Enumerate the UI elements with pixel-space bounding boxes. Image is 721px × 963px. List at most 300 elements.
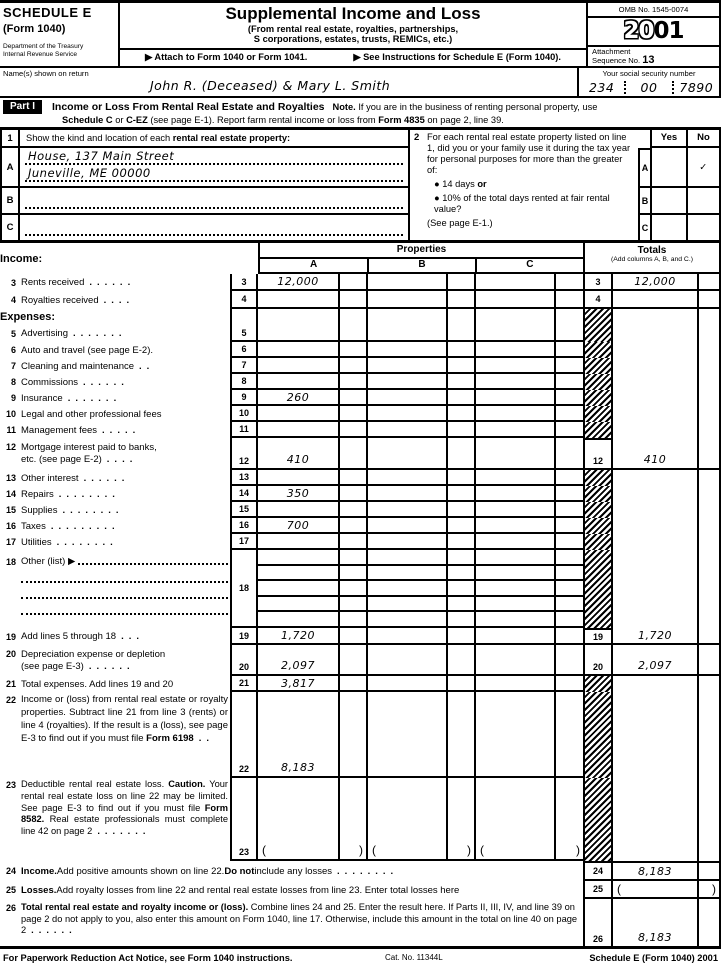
line3-c-cents[interactable]: [554, 274, 583, 291]
line15-b-value[interactable]: [366, 502, 446, 518]
line17-b-cents[interactable]: [446, 534, 474, 550]
line15-label: Supplies: [21, 504, 58, 516]
line18-r4-bc[interactable]: [446, 597, 474, 611]
ssn-value[interactable]: [579, 78, 719, 96]
line17-c-cents[interactable]: [554, 534, 583, 550]
line23-dots: .......: [97, 826, 151, 837]
line11-total-open: [613, 422, 697, 438]
ssn-group-2[interactable]: 00: [640, 79, 658, 95]
line23-a-value[interactable]: (: [258, 778, 338, 861]
line6-c-cents[interactable]: [554, 342, 583, 358]
line17-c-value[interactable]: [474, 534, 554, 550]
line25-total-value[interactable]: (: [613, 881, 697, 899]
line18-r5-cc[interactable]: [554, 612, 583, 626]
line18-r3-b[interactable]: [366, 581, 446, 595]
line18-r2-bc[interactable]: [446, 566, 474, 580]
property-a-line1[interactable]: House, 137 Main Street: [25, 148, 403, 165]
line26-total-num: 26: [583, 899, 613, 946]
line19-a-cents[interactable]: [338, 628, 366, 645]
line2-number: 2: [414, 132, 420, 143]
line21-a-value[interactable]: 3,817: [258, 676, 338, 692]
line9-total-cents-open: [697, 390, 721, 406]
line19-b-value[interactable]: [366, 628, 446, 645]
line3-rownum: 3: [230, 274, 258, 291]
line5-label: Advertising: [21, 328, 68, 339]
line16-c-cents[interactable]: [554, 518, 583, 534]
line18-r5-b[interactable]: [366, 612, 446, 626]
line4-a-value[interactable]: [258, 291, 338, 309]
line23-c-cents[interactable]: ): [554, 778, 583, 861]
line16-a-cents[interactable]: [338, 518, 366, 534]
line17-b-value[interactable]: [366, 534, 446, 550]
part1-header: [0, 98, 721, 130]
line22-dots: ..: [198, 733, 214, 744]
line21-c-cents[interactable]: [554, 676, 583, 692]
line22-total-cents-open: [697, 692, 721, 778]
line7-b-cents[interactable]: [446, 358, 474, 374]
line22-c-value[interactable]: [474, 692, 554, 778]
line12-a-value[interactable]: 410: [258, 438, 338, 470]
line22-label: Income or (loss) from rental real estate or royalty properties. Subtract line 21 from line 3 (rents) or line 4 (royalties). If the result is a (loss), see page E-3 to find out if you must file: [21, 694, 228, 744]
line20-c-value[interactable]: [474, 645, 554, 676]
line4-total-cents[interactable]: [697, 291, 721, 309]
line2-box: [410, 130, 638, 240]
line3-b-value[interactable]: [366, 274, 446, 291]
line7-b-value[interactable]: [366, 358, 446, 374]
line7-c-cents[interactable]: [554, 358, 583, 374]
line20-c-cents[interactable]: [554, 645, 583, 676]
property-a-line2[interactable]: Juneville, ME 00000: [25, 165, 403, 182]
line21-b-value[interactable]: [366, 676, 446, 692]
line21-row: [0, 676, 721, 692]
line13-a-value[interactable]: [258, 470, 338, 486]
line20-b-value[interactable]: [366, 645, 446, 676]
line4-row: [0, 291, 721, 309]
line14-c-cents[interactable]: [554, 486, 583, 502]
line6-label: Auto and travel (see page E-2).: [21, 344, 154, 356]
line11-b-cents[interactable]: [446, 422, 474, 438]
line10-label: Legal and other professional fees: [21, 408, 162, 420]
property-a-row: [2, 148, 408, 188]
line12-total-value[interactable]: 410: [613, 438, 697, 470]
part1-title: Income or Loss From Rental Real Estate and Royalties: [52, 101, 325, 113]
line18-r1-c[interactable]: [474, 550, 554, 564]
line11-rownum: 11: [230, 422, 258, 438]
ssn-group-1[interactable]: 234: [588, 79, 615, 95]
line12-label: Mortgage interest paid to banks,: [21, 442, 157, 453]
line11-a-value[interactable]: [258, 422, 338, 438]
line20-a-cents[interactable]: [338, 645, 366, 676]
line16-b-value[interactable]: [366, 518, 446, 534]
line19-num: 19: [5, 631, 16, 642]
line11-num: 11: [6, 425, 16, 435]
line7-label: Cleaning and maintenance: [21, 360, 135, 372]
line20-total-value[interactable]: 2,097: [613, 645, 697, 676]
line12-c-cents[interactable]: [554, 438, 583, 470]
line21-c-value[interactable]: [474, 676, 554, 692]
line3-c-value[interactable]: [474, 274, 554, 291]
line15-c-value[interactable]: [474, 502, 554, 518]
line14-desc: [0, 486, 230, 502]
totals-title: Totals: [637, 245, 667, 256]
line18-total-open: [613, 550, 697, 628]
line5-total-open: [613, 309, 697, 342]
line12-c-value[interactable]: [474, 438, 554, 470]
line7-a-value[interactable]: [258, 358, 338, 374]
footer-form-id: Schedule E (Form 1040) 2001: [589, 952, 718, 963]
line9-b-cents[interactable]: [446, 390, 474, 406]
line14-b-cents[interactable]: [446, 486, 474, 502]
line15-a-value[interactable]: [258, 502, 338, 518]
line3-total-num: 3: [583, 274, 613, 291]
property-b-row: [2, 188, 408, 215]
line18-writein-3[interactable]: [21, 583, 228, 599]
line13-rownum: 13: [230, 470, 258, 486]
line19-b-cents[interactable]: [446, 628, 474, 645]
line15-b-cents[interactable]: [446, 502, 474, 518]
line3-label: Rents received: [21, 277, 85, 288]
attach-instructions: [120, 48, 586, 66]
line23-c-value[interactable]: (: [474, 778, 554, 861]
line9-desc: [0, 390, 230, 406]
schedule-label: SCHEDULE E: [3, 5, 92, 20]
line6-c-value[interactable]: [474, 342, 554, 358]
line26-label: Combine lines 24 and 25. Enter the result here. If Parts II, III, IV, and line 39 on page 2 do not apply to you, also enter this amount on Form 1040, line 17. Otherwise, include this amount in the total on line 40 on page 2: [21, 902, 578, 936]
line23-total-open: [613, 778, 697, 861]
line13-a-cents[interactable]: [338, 470, 366, 486]
line5-c-cents[interactable]: [554, 309, 583, 342]
line25-total-cents[interactable]: ): [697, 881, 721, 899]
line23-b-value[interactable]: (: [366, 778, 446, 861]
line23-label-3: Real estate professionals must complete line 42 on page 2: [21, 814, 228, 837]
line20-a-value[interactable]: 2,097: [258, 645, 338, 676]
line20-desc: [0, 645, 230, 676]
row-c-yes-cell[interactable]: [650, 215, 686, 240]
line3-a-value[interactable]: 12,000: [258, 274, 338, 291]
line10-c-cents[interactable]: [554, 406, 583, 422]
line13-dots: ......: [83, 472, 130, 484]
line10-a-cents[interactable]: [338, 406, 366, 422]
line7-a-cents[interactable]: [338, 358, 366, 374]
line16-b-cents[interactable]: [446, 518, 474, 534]
line14-b-value[interactable]: [366, 486, 446, 502]
line13-b-cents[interactable]: [446, 470, 474, 486]
dept-line2: Internal Revenue Service: [3, 50, 78, 58]
line19-total-value[interactable]: 1,720: [613, 628, 697, 645]
line10-totals-hatch: [583, 406, 613, 422]
line8-a-value[interactable]: [258, 374, 338, 390]
line19-c-cents[interactable]: [554, 628, 583, 645]
line8-row: [0, 374, 721, 390]
line8-dots: ......: [83, 376, 129, 388]
column-c-header: C: [475, 259, 583, 272]
row-b-letter: B: [638, 188, 650, 215]
line22-b-value[interactable]: [366, 692, 446, 778]
line22-c-cents[interactable]: [554, 692, 583, 778]
line26-total-value[interactable]: 8,183: [638, 931, 672, 944]
row-a-yes-cell[interactable]: [650, 148, 686, 188]
line9-b-value[interactable]: [366, 390, 446, 406]
line3-total-value[interactable]: 12,000: [613, 274, 697, 291]
line22-b-cents[interactable]: [446, 692, 474, 778]
totals-subtitle: (Add columns A, B, and C.): [611, 256, 693, 263]
line14-c-value[interactable]: [474, 486, 554, 502]
row-b-yes-cell[interactable]: [650, 188, 686, 215]
line17-a-cents[interactable]: [338, 534, 366, 550]
line9-c-value[interactable]: [474, 390, 554, 406]
omb-number: OMB No. 1545-0074: [588, 3, 719, 18]
line10-b-cents[interactable]: [446, 406, 474, 422]
line13-total-open: [613, 470, 697, 486]
line7-totals-hatch: [583, 358, 613, 374]
line12-b-cents[interactable]: [446, 438, 474, 470]
line11-a-cents[interactable]: [338, 422, 366, 438]
yes-no-row-a: [638, 148, 721, 188]
line17-num: 17: [5, 537, 16, 547]
line21-total-open: [613, 676, 697, 692]
line23-row: [0, 778, 721, 861]
row-a-letter: A: [638, 148, 650, 188]
line13-desc: [0, 470, 230, 486]
line8-b-value[interactable]: [366, 374, 446, 390]
line4-a-cents[interactable]: [338, 291, 366, 309]
line18-r3-c[interactable]: [474, 581, 554, 595]
line23-a-cents[interactable]: ): [338, 778, 366, 861]
line3-row: [0, 274, 721, 291]
property-a-letter: A: [2, 148, 20, 186]
line20-dots: ......: [88, 661, 135, 672]
line5-desc: [0, 309, 230, 342]
line5-row: [0, 309, 721, 342]
line12-b-value[interactable]: [366, 438, 446, 470]
line5-a-cents[interactable]: [338, 309, 366, 342]
line26-row: [0, 899, 721, 946]
line18-r2-cc[interactable]: [554, 566, 583, 580]
line18-r5-c[interactable]: [474, 612, 554, 626]
line3-total-cents[interactable]: [697, 274, 721, 291]
line3-a-cents[interactable]: [338, 274, 366, 291]
line21-b-cents[interactable]: [446, 676, 474, 692]
property-b-line1[interactable]: [25, 190, 403, 209]
income-expense-table: [0, 243, 721, 946]
line13-c-cents[interactable]: [554, 470, 583, 486]
property-c-line1[interactable]: [25, 217, 403, 236]
ssn-label: Your social security number: [602, 69, 696, 78]
line11-total-cents-open: [697, 422, 721, 438]
line8-a-cents[interactable]: [338, 374, 366, 390]
line4-total-value[interactable]: [613, 291, 697, 309]
line4-c-value[interactable]: [474, 291, 554, 309]
line7-total-cents-open: [697, 358, 721, 374]
line18-r1-bc[interactable]: [446, 550, 474, 564]
line22-a-value[interactable]: 8,183: [258, 692, 338, 778]
row-a-no-cell[interactable]: [686, 148, 721, 188]
line19-c-value[interactable]: [474, 628, 554, 645]
line18-total-cents-open: [697, 550, 721, 628]
line18-writein-2[interactable]: [21, 567, 228, 583]
line10-b-value[interactable]: [366, 406, 446, 422]
property-section: [0, 130, 721, 243]
line15-a-cents[interactable]: [338, 502, 366, 518]
line18-r4-a[interactable]: [258, 597, 338, 611]
line18-r1-ac[interactable]: [338, 550, 366, 564]
ssn-group-3[interactable]: 7890: [679, 79, 714, 95]
line22-a-cents[interactable]: [338, 692, 366, 778]
line16-num: 16: [5, 521, 16, 531]
line20-label2: (see page E-3): [21, 661, 84, 672]
line12-total-cents[interactable]: [697, 438, 721, 470]
line8-c-cents[interactable]: [554, 374, 583, 390]
no-column-header: No: [686, 130, 721, 148]
line9-a-cents[interactable]: [338, 390, 366, 406]
ssn-field[interactable]: [577, 68, 721, 96]
line17-row: [0, 534, 721, 550]
line7-dots: ..: [139, 360, 155, 372]
line18-r1-a[interactable]: [258, 550, 338, 564]
line4-c-cents[interactable]: [554, 291, 583, 309]
line7-num: 7: [10, 361, 16, 371]
line8-num: 8: [10, 377, 16, 387]
line26-num: 26: [5, 903, 16, 913]
line16-a-value[interactable]: 700: [258, 518, 338, 534]
line17-a-value[interactable]: [258, 534, 338, 550]
line4-b-value[interactable]: [366, 291, 446, 309]
line17-label: Utilities: [21, 536, 52, 548]
line6-b-value[interactable]: [366, 342, 446, 358]
line7-row: [0, 358, 721, 374]
line16-dots: .........: [50, 520, 120, 532]
line18-r1-b[interactable]: [366, 550, 446, 564]
line18-subgrid: [258, 550, 583, 628]
line4-b-cents[interactable]: [446, 291, 474, 309]
line4-total-num: 4: [583, 291, 613, 309]
line8-total-open: [613, 374, 697, 390]
line13-b-value[interactable]: [366, 470, 446, 486]
line18-r4-cc[interactable]: [554, 597, 583, 611]
line12-label2: etc. (see page E-2): [21, 454, 102, 465]
line14-a-value[interactable]: 350: [258, 486, 338, 502]
line5-b-cents[interactable]: [446, 309, 474, 342]
line20-total-cents[interactable]: [697, 645, 721, 676]
line11-c-value[interactable]: [474, 422, 554, 438]
line8-b-cents[interactable]: [446, 374, 474, 390]
line18-r2-c[interactable]: [474, 566, 554, 580]
line20-b-cents[interactable]: [446, 645, 474, 676]
line2-bullet-1: ● 14 days or: [434, 179, 487, 189]
form-footer: [0, 946, 721, 963]
line18-label: Other (list) ▶: [21, 556, 76, 567]
line18-r5-a[interactable]: [258, 612, 338, 626]
line15-c-cents[interactable]: [554, 502, 583, 518]
line9-rownum: 9: [230, 390, 258, 406]
line18-r3-ac[interactable]: [338, 581, 366, 595]
line23-b-cents[interactable]: ): [446, 778, 474, 861]
line18-r4-ac[interactable]: [338, 597, 366, 611]
name-field[interactable]: [0, 68, 577, 96]
line18-writein-4[interactable]: [21, 599, 228, 615]
line25-row: [0, 881, 721, 899]
line22-row: [0, 692, 721, 778]
line5-c-value[interactable]: [474, 309, 554, 342]
line24-total-value[interactable]: 8,183: [613, 861, 697, 881]
line24-total-cents[interactable]: [697, 861, 721, 881]
line18-r2-ac[interactable]: [338, 566, 366, 580]
line18-r4-c[interactable]: [474, 597, 554, 611]
line9-a-value[interactable]: 260: [258, 390, 338, 406]
line6-b-cents[interactable]: [446, 342, 474, 358]
line9-num: 9: [10, 393, 16, 403]
line3-b-cents[interactable]: [446, 274, 474, 291]
line1-label: Show the kind and location of each rental real estate property:: [26, 133, 291, 143]
line23-total-cents-open: [697, 778, 721, 861]
line11-dots: .....: [102, 424, 141, 436]
line18-r2-a[interactable]: [258, 566, 338, 580]
line26-total-cents[interactable]: [697, 899, 721, 946]
line19-label: Add lines 5 through 18: [21, 631, 117, 642]
line5-a-value[interactable]: [258, 309, 338, 342]
line18-r4-b[interactable]: [366, 597, 446, 611]
line13-c-value[interactable]: [474, 470, 554, 486]
name-field-label: Name(s) shown on return: [3, 69, 89, 78]
line21-desc: [0, 676, 230, 692]
line9-c-cents[interactable]: [554, 390, 583, 406]
line10-c-value[interactable]: [474, 406, 554, 422]
line11-c-cents[interactable]: [554, 422, 583, 438]
line10-a-value[interactable]: [258, 406, 338, 422]
line19-total-cents[interactable]: [697, 628, 721, 645]
line16-rownum: 16: [230, 518, 258, 534]
name-field-value[interactable]: John R. (Deceased) & Mary L. Smith: [150, 78, 391, 93]
agency-block: [3, 43, 116, 58]
line18-r1-cc[interactable]: [554, 550, 583, 564]
row-b-no-cell[interactable]: [686, 188, 721, 215]
line18-r5-ac[interactable]: [338, 612, 366, 626]
line7-c-value[interactable]: [474, 358, 554, 374]
line12-a-cents[interactable]: [338, 438, 366, 470]
line17-total-cents-open: [697, 534, 721, 550]
line11-b-value[interactable]: [366, 422, 446, 438]
line21-a-cents[interactable]: [338, 676, 366, 692]
year-bold-digits: 01: [653, 18, 684, 45]
line6-a-cents[interactable]: [338, 342, 366, 358]
row-c-no-cell[interactable]: [686, 215, 721, 240]
line19-a-value[interactable]: 1,720: [258, 628, 338, 645]
line18-writein-1[interactable]: [78, 563, 228, 565]
line22-desc: 22 Income or (loss) from rental real estate or royalty properties. Subtract line 21 from line 3 (rents) or line 4 (royalties). If the result is a (loss), see page E-3 to find out if you must file Form 6198 ..: [0, 692, 230, 778]
line3-desc: [0, 274, 230, 291]
line18-r3-bc[interactable]: [446, 581, 474, 595]
line25-num: 25: [5, 885, 16, 895]
line18-r3-cc[interactable]: [554, 581, 583, 595]
line14-a-cents[interactable]: [338, 486, 366, 502]
line18-r3-a[interactable]: [258, 581, 338, 595]
form-subtitle-2: S corporations, estates, trusts, REMICs, etc.): [253, 34, 453, 45]
line25-total-num: 25: [583, 881, 613, 899]
form-title: Supplemental Income and Loss: [225, 4, 481, 23]
line8-totals-hatch: [583, 374, 613, 390]
form-header: [0, 3, 721, 68]
line13-row: [0, 470, 721, 486]
line6-a-value[interactable]: [258, 342, 338, 358]
line18-r2-b[interactable]: [366, 566, 446, 580]
line6-num: 6: [10, 345, 16, 355]
line8-c-value[interactable]: [474, 374, 554, 390]
line16-c-value[interactable]: [474, 518, 554, 534]
line18-r5-bc[interactable]: [446, 612, 474, 626]
table-header-row: [0, 243, 721, 274]
attachment-label: Attachment: [592, 46, 631, 56]
line5-b-value[interactable]: [366, 309, 446, 342]
